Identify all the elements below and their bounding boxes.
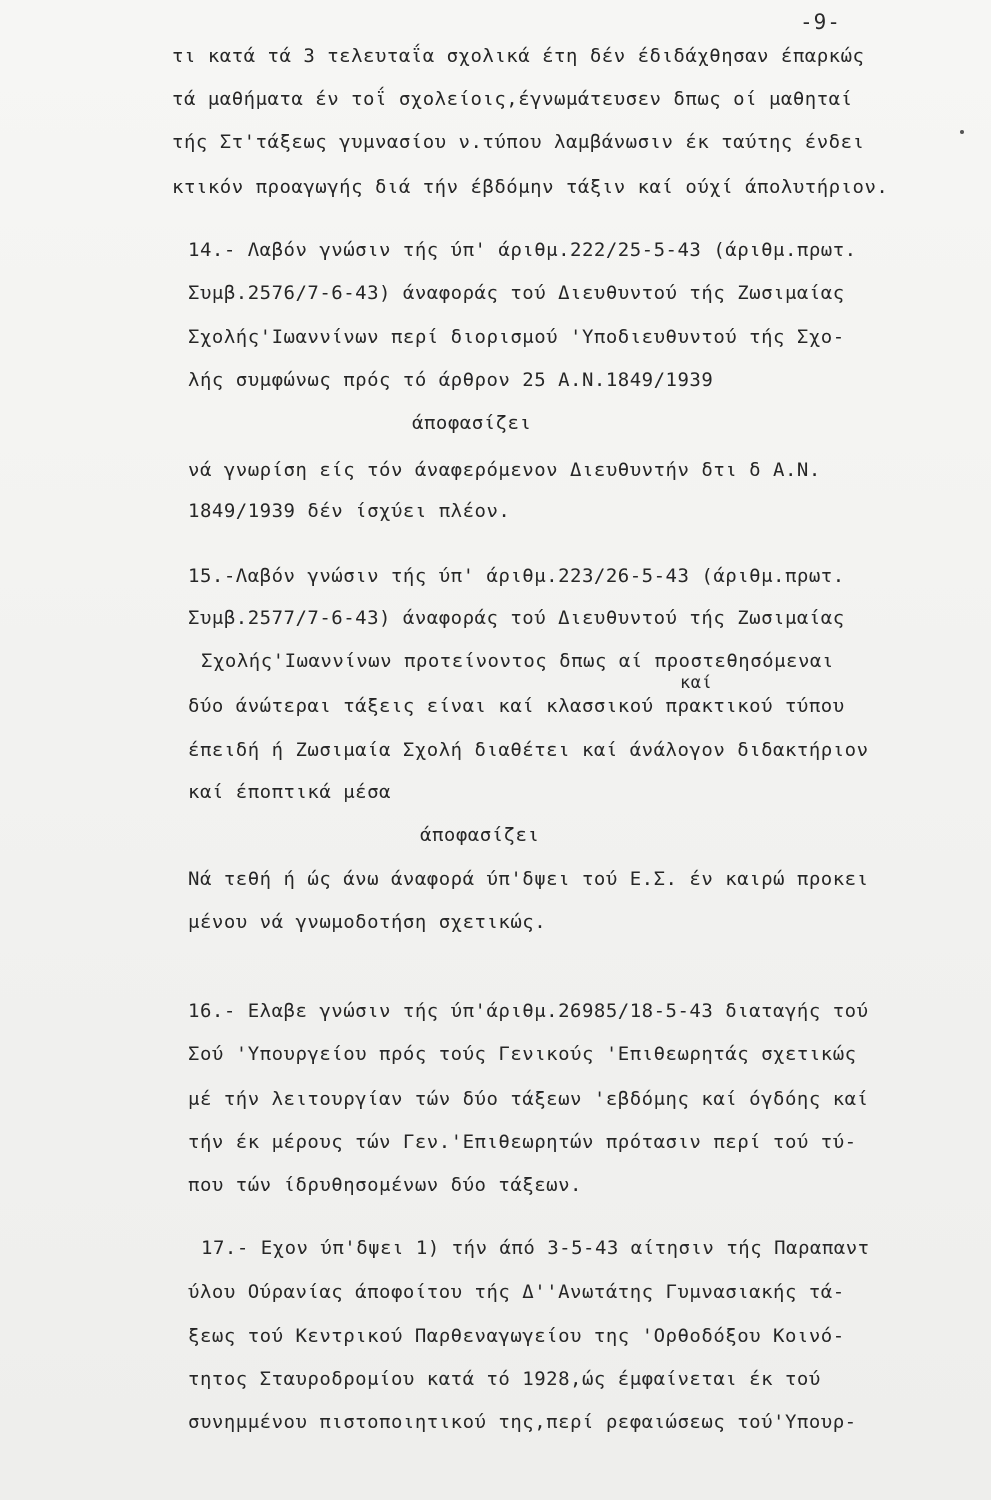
text-line: 16.- Ελαβε γνώσιν τής ύπ'άριθμ.26985/18-5-43 διαταγής τού bbox=[188, 1000, 869, 1022]
text-line: δύο άνώτεραι τάξεις είναι καί κλασσικού πρακτικού τύπου bbox=[188, 695, 845, 717]
text-line: καί έποπτικά μέσα bbox=[188, 781, 391, 803]
text-line: μένου νά γνωμοδοτήση σχετικώς. bbox=[188, 911, 547, 933]
text-line: νά γνωρίση είς τόν άναφερόμενον Διευθυντήν δτι δ Α.Ν. bbox=[188, 459, 821, 481]
text-line: που τών ίδρυθησομένων δύο τάξεων. bbox=[188, 1174, 582, 1196]
text-line: τι κατά τά 3 τελευταΐα σχολικά έτη δέν έδιδάχθησαν έπαρκώς bbox=[172, 45, 865, 67]
text-line: 17.- Εχον ύπ'δψει 1) τήν άπό 3-5-43 αίτησιν τής Παραπαντ bbox=[201, 1237, 870, 1259]
page-number: -9- bbox=[800, 10, 841, 34]
text-line: τής Στ'τάξεως γυμνασίου ν.τύπου λαμβάνωσιν έκ ταύτης ένδει bbox=[172, 131, 865, 153]
text-line: μέ τήν λειτουργίαν τών δύο τάξεων 'εβδόμης καί όγδόης καί bbox=[188, 1088, 869, 1110]
text-line: τά μαθήματα έν τοΐ σχολείοις,έγνωμάτευσεν δπως οί μαθηταί bbox=[172, 88, 853, 110]
text-line: ύλου Ούρανίας άποφοίτου τής Δ''Ανωτάτης Γυμνασιακής τά- bbox=[188, 1281, 845, 1303]
text-line: Σχολής'Ιωαννίνων περί διορισμού 'Υποδιευθυντού τής Σχο- bbox=[188, 326, 845, 348]
text-line: κτικόν προαγωγής διά τήν έβδόμην τάξιν καί ούχί άπολυτήριον. bbox=[172, 176, 889, 198]
text-line: 15.-Λαβόν γνώσιν τής ύπ' άριθμ.223/26-5-43 (άριθμ.πρωτ. bbox=[188, 565, 845, 587]
text-line: τητος Σταυροδρομίου κατά τό 1928,ώς έμφαίνεται έκ τού bbox=[188, 1368, 821, 1390]
text-line: Συμβ.2576/7-6-43) άναφοράς τού Διευθυντού τής Ζωσιμαίας bbox=[188, 282, 845, 304]
text-line: τήν έκ μέρους τών Γεν.'Επιθεωρητών πρότασιν περί τού τύ- bbox=[188, 1131, 857, 1153]
text-line: Νά τεθή ή ώς άνω άναφορά ύπ'δψει τού Ε.Σ. έν καιρώ προκει bbox=[188, 868, 869, 890]
text-line: 14.- Λαβόν γνώσιν τής ύπ' άριθμ.222/25-5-43 (άριθμ.πρωτ. bbox=[188, 239, 857, 261]
text-line: 1849/1939 δέν ίσχύει πλέον. bbox=[188, 500, 511, 522]
text-line: Συμβ.2577/7-6-43) άναφοράς τού Διευθυντού τής Ζωσιμαίας bbox=[188, 607, 845, 629]
text-line: Σού 'Υπουργείου πρός τούς Γενικούς 'Επιθεωρητάς σχετικώς bbox=[188, 1043, 857, 1065]
text-line: έπειδή ή Ζωσιμαία Σχολή διαθέτει καί άνάλογον διδακτήριον bbox=[188, 739, 869, 761]
text-line: ξεως τού Κεντρικού Παρθεναγωγείου της 'Ορθοδόξου Κοινό- bbox=[188, 1325, 845, 1347]
margin-mark bbox=[960, 130, 964, 134]
handwritten-insert: καί bbox=[680, 673, 713, 693]
text-line: λής συμφώνως πρός τό άρθρον 25 Α.Ν.1849/1939 bbox=[188, 369, 714, 391]
text-line: συνημμένου πιστοποιητικού της,περί ρεφαιώσεως τού'Υπουρ- bbox=[188, 1411, 857, 1433]
text-line: Σχολής'Ιωαννίνων προτείνοντος δπως αί προστεθησόμεναι bbox=[201, 650, 834, 672]
decision-heading: άποφασίζει bbox=[420, 824, 540, 846]
decision-heading: άποφασίζει bbox=[412, 412, 532, 434]
